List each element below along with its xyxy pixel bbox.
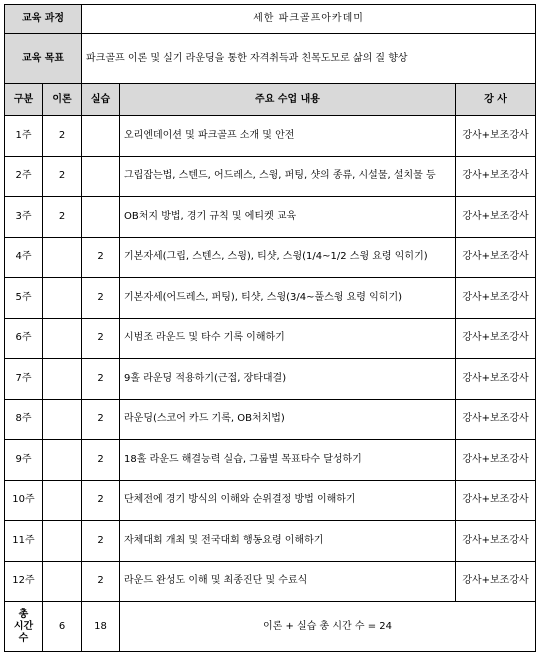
table-row [5,197,536,238]
total-label [5,602,43,652]
header-instructor: 강 사 [456,84,536,116]
instructor-cell: 강사+보조강사 [456,318,536,359]
theory-hours-cell: 2 [43,116,82,157]
goal-label: 교육 목표 [5,34,82,84]
practice-hours-cell: 2 [82,399,120,440]
header-practice: 실습 [82,84,120,116]
week-cell: 2주 [5,156,43,197]
week-cell: 9주 [5,440,43,481]
instructor-cell: 강사+보조강사 [456,197,536,238]
content-cell: 라운딩(스코어 카드 기록, OB처치법) [120,399,456,440]
content-cell: 오리엔데이션 및 파크골프 소개 및 안전 [120,116,456,157]
theory-hours-cell [43,440,82,481]
theory-hours-cell [43,237,82,278]
total-label-line: 수 [18,632,29,644]
instructor-cell: 강사+보조강사 [456,440,536,481]
week-cell: 3주 [5,197,43,238]
week-cell: 8주 [5,399,43,440]
content-cell: 기본자세(어드레스, 퍼팅), 티샷, 스윙(3/4~풀스윙 요령 익히기) [120,278,456,319]
course-name: 세한 파크골프아카데미 [82,5,536,34]
table-row [5,521,536,562]
table-row [5,278,536,319]
table-row [5,480,536,521]
theory-hours-cell: 2 [43,197,82,238]
practice-hours-cell: 2 [82,237,120,278]
instructor-cell: 강사+보조강사 [456,156,536,197]
week-cell: 4주 [5,237,43,278]
instructor-cell: 강사+보조강사 [456,399,536,440]
header-theory: 이론 [43,84,82,116]
practice-hours-cell [82,197,120,238]
content-cell: 9홀 라운딩 적용하기(근접, 장타대결) [120,359,456,400]
week-cell: 1주 [5,116,43,157]
theory-hours-cell [43,359,82,400]
week-cell: 7주 [5,359,43,400]
practice-hours-cell: 2 [82,359,120,400]
content-cell: OB처지 방법, 경기 규칙 및 에티켓 교육 [120,197,456,238]
course-label: 교육 과정 [5,5,82,34]
total-summary: 이론 + 실습 총 시간 수 = 24 [120,602,536,652]
practice-hours-cell: 2 [82,561,120,602]
content-cell: 18홀 라운드 해결능력 실습, 그룹별 목표타수 달성하기 [120,440,456,481]
content-cell: 라운드 완성도 이해 및 최종진단 및 수료식 [120,561,456,602]
table-row [5,561,536,602]
practice-hours-cell: 2 [82,318,120,359]
total-label-line: 총 [18,608,29,620]
practice-hours-cell [82,156,120,197]
theory-hours-cell [43,480,82,521]
header-content: 주요 수업 내용 [120,84,456,116]
week-cell: 5주 [5,278,43,319]
practice-hours-cell: 2 [82,480,120,521]
instructor-cell: 강사+보조강사 [456,480,536,521]
course-row [5,5,536,34]
theory-hours-cell [43,561,82,602]
practice-hours-cell [82,116,120,157]
instructor-cell: 강사+보조강사 [456,561,536,602]
curriculum-table [4,4,536,652]
instructor-cell: 강사+보조강사 [456,116,536,157]
total-theory-hours: 6 [43,602,82,652]
table-row [5,156,536,197]
header-week: 구분 [5,84,43,116]
instructor-cell: 강사+보조강사 [456,359,536,400]
total-row [5,602,536,652]
week-cell: 6주 [5,318,43,359]
goal-row [5,34,536,84]
practice-hours-cell: 2 [82,440,120,481]
goal-text: 파크골프 이론 및 실기 라운딩을 통한 자격취득과 친목도모로 삶의 질 향상 [82,34,536,84]
content-cell: 그립잡는법, 스텐드, 어드레스, 스윙, 퍼팅, 샷의 종류, 시설물, 설치물 등 [120,156,456,197]
theory-hours-cell [43,399,82,440]
theory-hours-cell: 2 [43,156,82,197]
theory-hours-cell [43,278,82,319]
table-row [5,399,536,440]
content-cell: 단체전에 경기 방식의 이해와 순위결정 방법 이해하기 [120,480,456,521]
table-row [5,359,536,400]
total-practice-hours: 18 [82,602,120,652]
table-row [5,318,536,359]
week-cell: 11주 [5,521,43,562]
header-row [5,84,536,116]
instructor-cell: 강사+보조강사 [456,237,536,278]
table-row [5,237,536,278]
practice-hours-cell: 2 [82,278,120,319]
content-cell: 기본자세(그립, 스텐스, 스윙), 티샷, 스윙(1/4~1/2 스윙 요령 익히기) [120,237,456,278]
content-cell: 시범조 라운드 및 타수 기록 이해하기 [120,318,456,359]
content-cell: 자체대회 개최 및 전국대회 행동요령 이해하기 [120,521,456,562]
table-row [5,440,536,481]
instructor-cell: 강사+보조강사 [456,521,536,562]
total-label-line: 시간 [13,620,34,632]
theory-hours-cell [43,318,82,359]
week-cell: 10주 [5,480,43,521]
instructor-cell: 강사+보조강사 [456,278,536,319]
theory-hours-cell [43,521,82,562]
table-row [5,116,536,157]
week-cell: 12주 [5,561,43,602]
practice-hours-cell: 2 [82,521,120,562]
